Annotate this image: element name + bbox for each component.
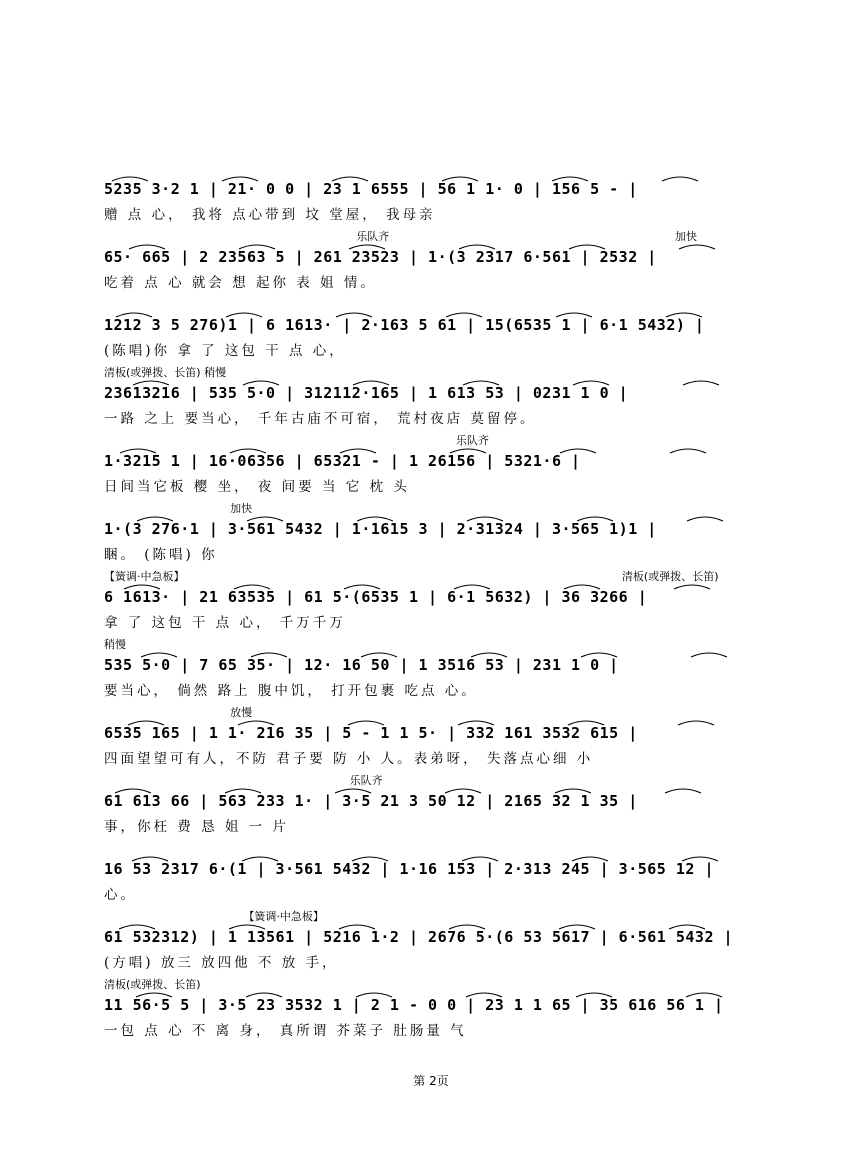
lyrics-line: 心。	[104, 887, 137, 903]
lyrics-line: 一包 点 心 不 离 身， 真所谓 芥菜子 肚肠量 气	[104, 1023, 467, 1039]
score-system	[104, 364, 768, 434]
score-system	[104, 568, 768, 638]
lyrics-line: (方唱) 放三 放四他 不 放 手，	[104, 955, 339, 971]
annotation-text: 乐队齐	[356, 230, 390, 243]
annotation-text: 稍慢	[104, 638, 126, 651]
score-system	[104, 772, 768, 842]
performance-annotations	[104, 908, 768, 924]
jianpu-notation: 6 1613· | 21 63535 | 61 5·(6535 1 | 6·1 5632) | 36 3266 |	[104, 588, 648, 606]
lyrics-line: (陈唱)你 拿 了 这包 干 点 心，	[104, 343, 346, 359]
jianpu-notation: 61 532312) | 1 13561 | 5216 1·2 | 2676 5·(6 53 5617 | 6·561 5432 |	[104, 928, 734, 946]
annotation-text: 乐队齐	[455, 434, 489, 447]
jianpu-notation: 11 56·5 5 | 3·5 23 3532 1 | 2 1 - 0 0 | 23 1 1 65 | 35 616 56 1 |	[104, 996, 724, 1014]
performance-annotations	[104, 364, 768, 380]
lyrics-line: 事，你枉 费 恳 姐 一 片	[104, 819, 289, 835]
lyrics-line: 赠 点 心， 我将 点心带到 坟 堂屋， 我母亲	[104, 207, 436, 223]
performance-annotations	[104, 704, 768, 720]
annotation-text: 【簧调·中急板】	[104, 570, 185, 583]
jianpu-notation: 6535 165 | 1 1· 216 35 | 5 - 1 1 5· | 332 161 3532 615 |	[104, 724, 638, 742]
annotation-text: 清板(或弹拨、长笛)	[621, 570, 719, 583]
score-system	[104, 908, 768, 978]
score-system	[104, 296, 768, 366]
jianpu-notation: 65· 665 | 2 23563 5 | 261 23523 | 1·(3 2317 6·561 | 2532 |	[104, 248, 657, 266]
jianpu-notation: 1·3215 1 | 16·06356 | 65321 - | 1 26156 | 5321·6 |	[104, 452, 581, 470]
jianpu-notation: 5235 3·2 1 | 21· 0 0 | 23 1 6555 | 56 1 1· 0 | 156 5 - |	[104, 180, 638, 198]
lyrics-line: 吃着 点 心 就会 想 起你 表 姐 情。	[104, 275, 377, 291]
lyrics-line: 拿 了 这包 干 点 心， 千万千万	[104, 615, 346, 631]
score-system	[104, 160, 768, 230]
lyrics-line: 一路 之上 要当心， 千年古庙不可宿， 荒村夜店 莫留停。	[104, 411, 537, 427]
lyrics-line: 要当心， 倘然 路上 腹中饥， 打开包裹 吃点 心。	[104, 683, 478, 699]
annotation-text: 放慢	[230, 706, 253, 719]
lyrics-line: 四面望望可有人，不防 君子要 防 小 人。表弟呀， 失落点心细 小	[104, 751, 594, 767]
score-system	[104, 704, 768, 774]
performance-annotations	[104, 772, 768, 788]
lyrics-line: 日间当它板 樱 坐， 夜 间要 当 它 枕 头	[104, 479, 410, 495]
jianpu-notation: 535 5·0 | 7 65 35· | 12· 16 50 | 1 3516 53 | 231 1 0 |	[104, 656, 619, 674]
performance-annotations	[104, 432, 768, 448]
jianpu-notation: 61 613 66 | 563 233 1· | 3·5 21 3 50 12 | 2165 32 1 35 |	[104, 792, 638, 810]
annotation-text: 乐队齐	[349, 774, 383, 787]
jianpu-notation: 16 53 2317 6·(1 | 3·561 5432 | 1·16 153 | 2·313 245 | 3·565 12 |	[104, 860, 714, 878]
performance-annotations	[104, 160, 768, 176]
performance-annotations	[104, 296, 768, 312]
performance-annotations	[104, 636, 768, 652]
score-system	[104, 636, 768, 706]
annotation-text: 清板(或弹拨、长笛) 稍慢	[104, 366, 227, 379]
annotation-text: 清板(或弹拨、长笛)	[104, 978, 201, 991]
score-system	[104, 976, 768, 1046]
performance-annotations	[104, 500, 768, 516]
score-system	[104, 432, 768, 502]
jianpu-notation: 1212 3 5 276)1 | 6 1613· | 2·163 5 61 | 15(6535 1 | 6·1 5432) |	[104, 316, 705, 334]
performance-annotations	[104, 976, 768, 992]
annotation-text: 【簧调·中急板】	[243, 910, 324, 923]
jianpu-notation: 1·(3 276·1 | 3·561 5432 | 1·1615 3 | 2·31324 | 3·565 1)1 |	[104, 520, 657, 538]
performance-annotations	[104, 568, 768, 584]
score-system	[104, 228, 768, 298]
lyrics-line: 睏。 (陈唱) 你	[104, 547, 218, 563]
annotation-text: 加快	[675, 230, 698, 243]
score-system	[104, 840, 768, 910]
page-number: 第 2页	[413, 1074, 449, 1088]
jianpu-notation: 23613216 | 535 5·0 | 312112·165 | 1 613 53 | 0231 1 0 |	[104, 384, 629, 402]
score-system	[104, 500, 768, 570]
performance-annotations	[104, 840, 768, 856]
annotation-text: 加快	[230, 502, 253, 515]
performance-annotations	[104, 228, 768, 244]
